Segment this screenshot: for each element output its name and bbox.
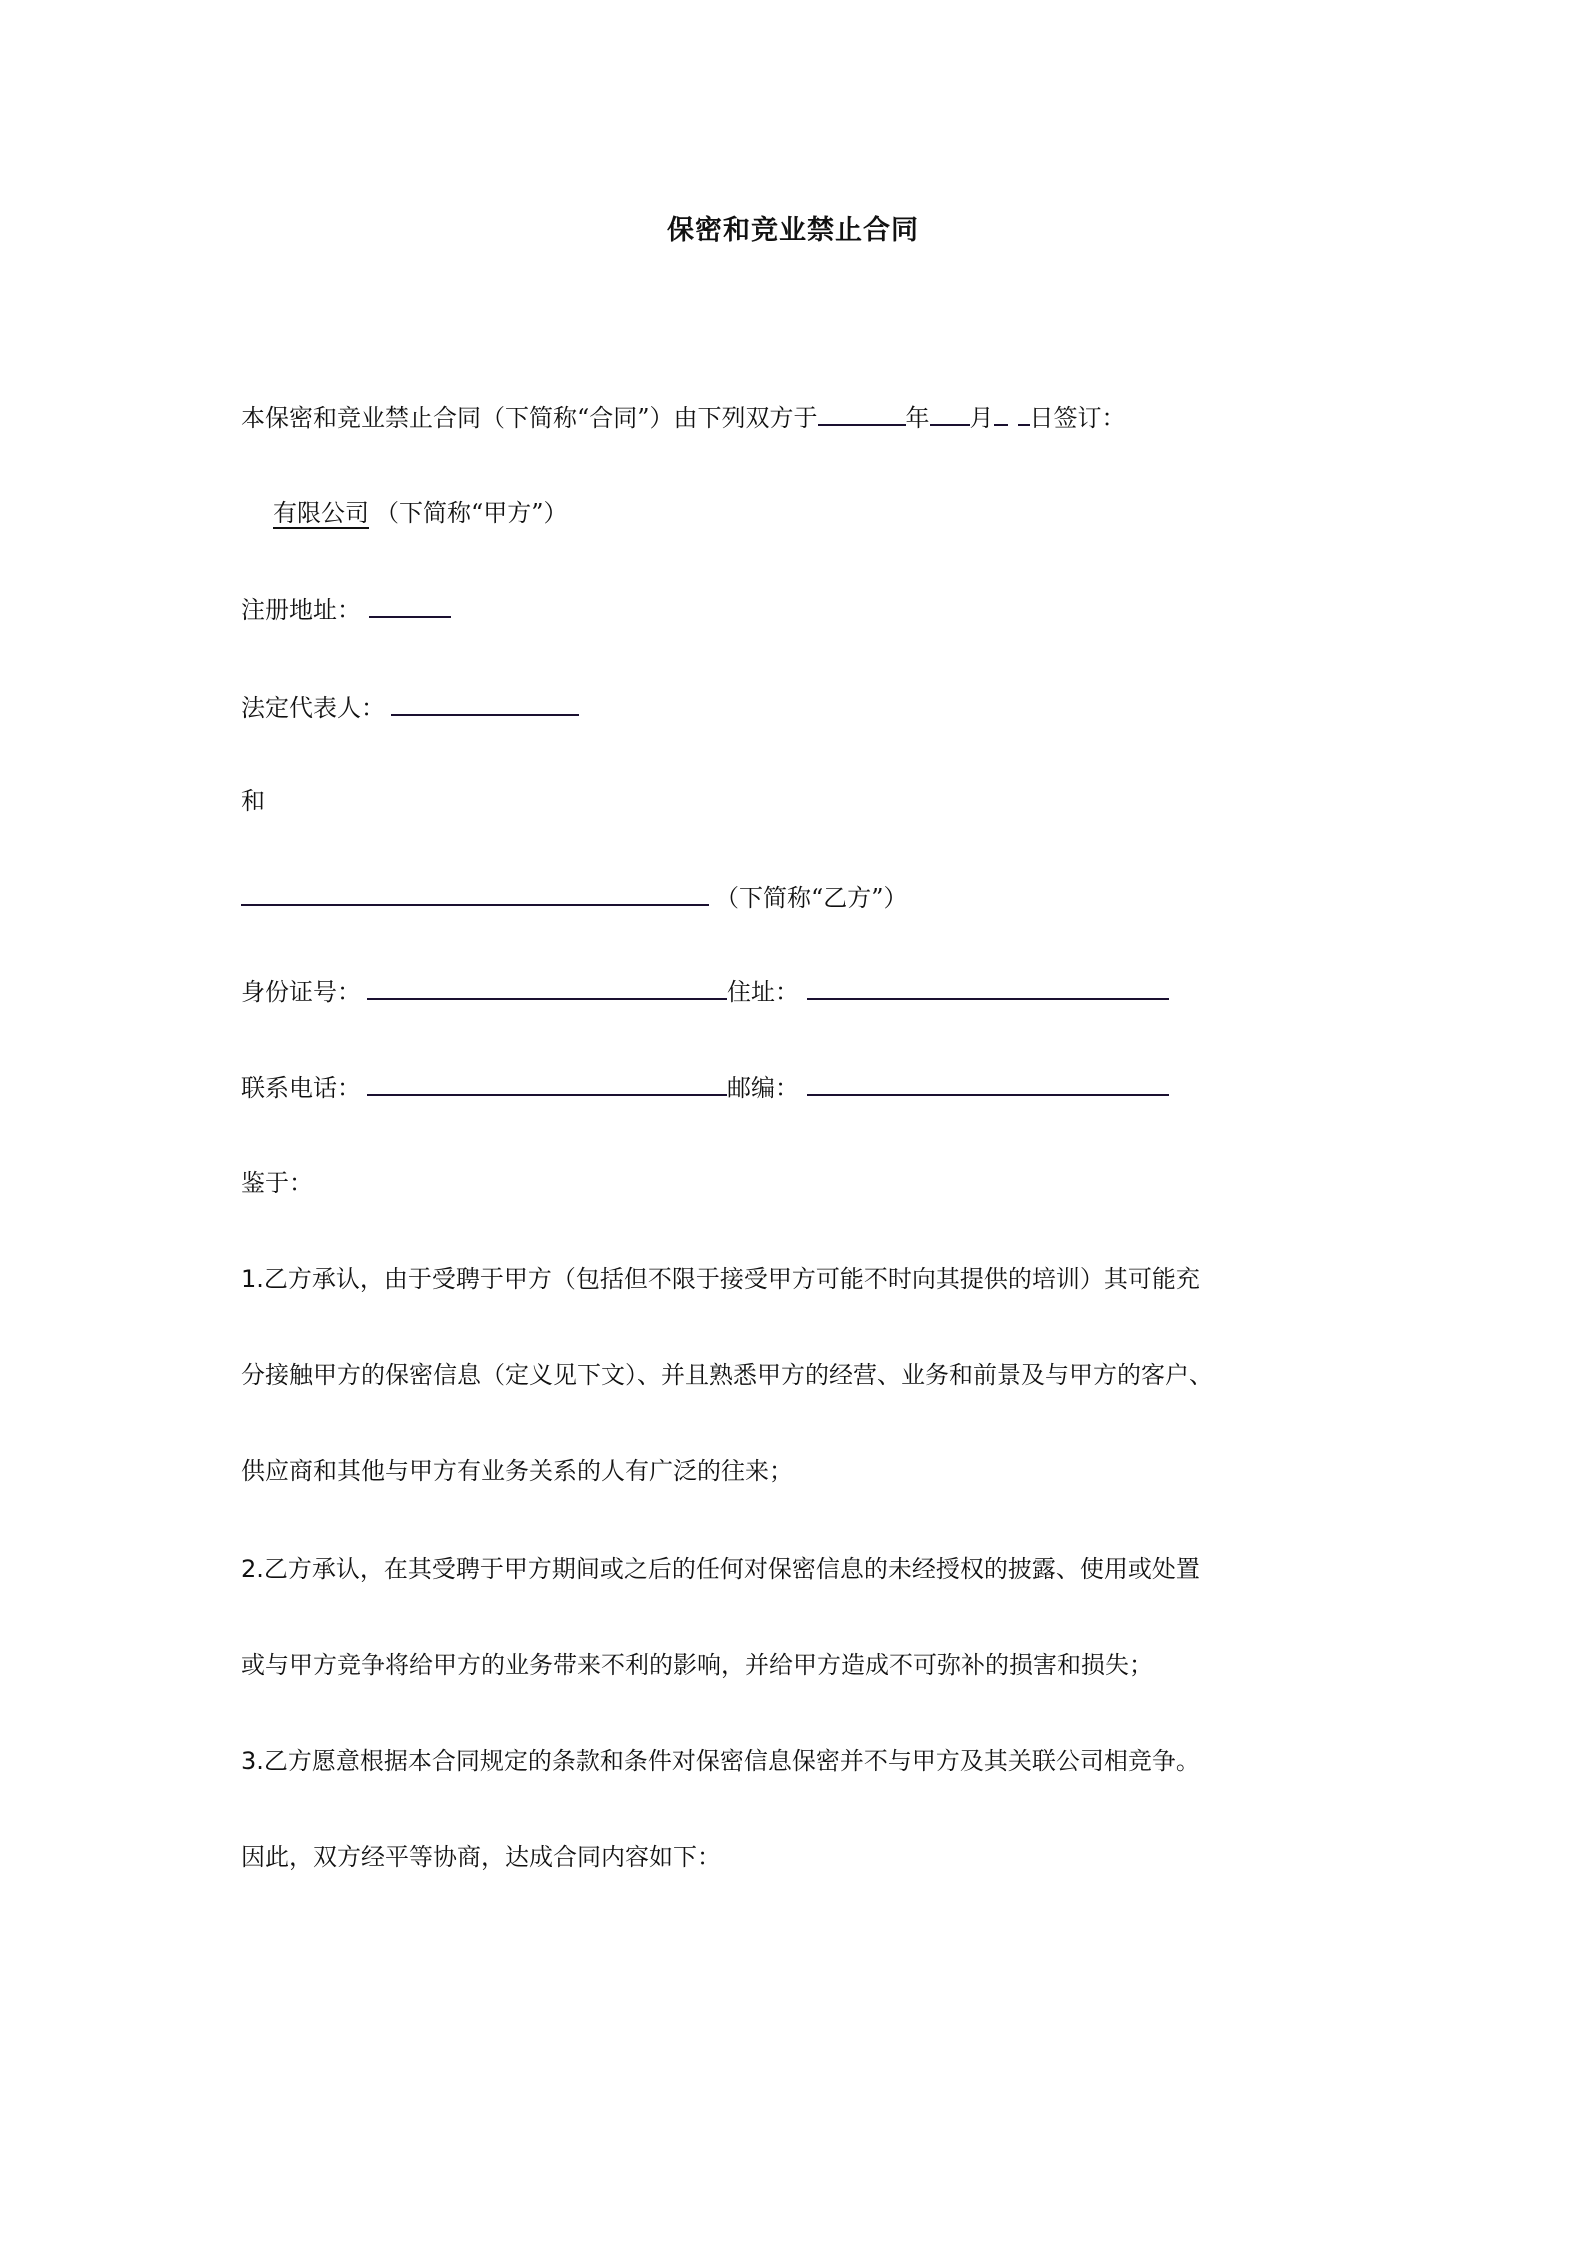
party-b-postcode-label: 邮编： [727, 1074, 799, 1102]
party-a-rep-label: 法定代表人： [241, 694, 385, 722]
year-blank[interactable] [818, 402, 906, 426]
clause-2-text-1: 乙方承认，在其受聘于甲方期间或之后的任何对保密信息的未经授权的披露、使用或处置 [263, 1555, 1200, 1583]
clause-1-number: 1. [241, 1265, 264, 1293]
year-label: 年 [905, 404, 930, 432]
party-b-address-blank[interactable] [807, 976, 1169, 1000]
party-b-alias: （下简称“乙方”） [715, 884, 908, 912]
party-b-name-blank[interactable] [241, 882, 709, 906]
and-line: 和 [241, 787, 265, 815]
party-b-line [241, 882, 908, 913]
party-b-postcode-blank[interactable] [807, 1072, 1169, 1096]
clause-3-number: 3. [241, 1747, 264, 1775]
party-b-id-blank[interactable] [367, 976, 727, 1000]
clause-2-line-1 [241, 1554, 1200, 1584]
clause-1-line-3: 供应商和其他与甲方有业务关系的人有广泛的往来； [241, 1457, 793, 1485]
party-b-id-line [241, 976, 1169, 1007]
clause-1-line-1 [241, 1264, 1200, 1294]
intro-line [241, 402, 1126, 433]
clause-1-line-2: 分接触甲方的保密信息（定义见下文）、并且熟悉甲方的经营、业务和前景及与甲方的客户、 [241, 1361, 1213, 1389]
clause-2-line-2: 或与甲方竞争将给甲方的业务带来不利的影响，并给甲方造成不可弥补的损害和损失； [241, 1651, 1153, 1679]
party-a-line [241, 498, 568, 528]
clause-1-text-1: 乙方承认，由于受聘于甲方（包括但不限于接受甲方可能不时向其提供的培训）其可能充 [263, 1265, 1200, 1293]
party-a-address-label: 注册地址： [241, 596, 361, 624]
party-a-rep-line [241, 692, 579, 723]
party-a-address-blank[interactable] [369, 594, 451, 618]
party-a-name[interactable]: 有限公司 [273, 499, 369, 527]
party-b-address-label: 住址： [727, 978, 799, 1006]
month-blank[interactable] [930, 402, 970, 426]
document-title: 保密和竞业禁止合同 [667, 215, 919, 246]
clause-3-line-1 [241, 1746, 1200, 1776]
party-b-phone-label: 联系电话： [241, 1074, 361, 1102]
whereas-heading: 鉴于： [241, 1169, 313, 1197]
party-b-phone-blank[interactable] [367, 1072, 727, 1096]
month-label: 月 [969, 404, 994, 432]
day-blank-2[interactable] [1018, 402, 1030, 426]
day-blank-1[interactable] [994, 402, 1008, 426]
party-b-contact-line [241, 1072, 1169, 1103]
day-label: 日签订： [1029, 404, 1126, 432]
intro-text: 本保密和竞业禁止合同（下简称“合同”）由下列双方于 [241, 404, 818, 432]
party-b-id-label: 身份证号： [241, 978, 361, 1006]
party-a-address-line [241, 594, 451, 625]
conclusion-line: 因此，双方经平等协商，达成合同内容如下： [241, 1843, 721, 1871]
party-a-rep-blank[interactable] [391, 692, 579, 716]
party-a-alias: （下简称“甲方”） [375, 499, 568, 527]
clause-2-number: 2. [241, 1555, 264, 1583]
clause-3-text-1: 乙方愿意根据本合同规定的条款和条件对保密信息保密并不与甲方及其关联公司相竞争。 [263, 1747, 1200, 1775]
